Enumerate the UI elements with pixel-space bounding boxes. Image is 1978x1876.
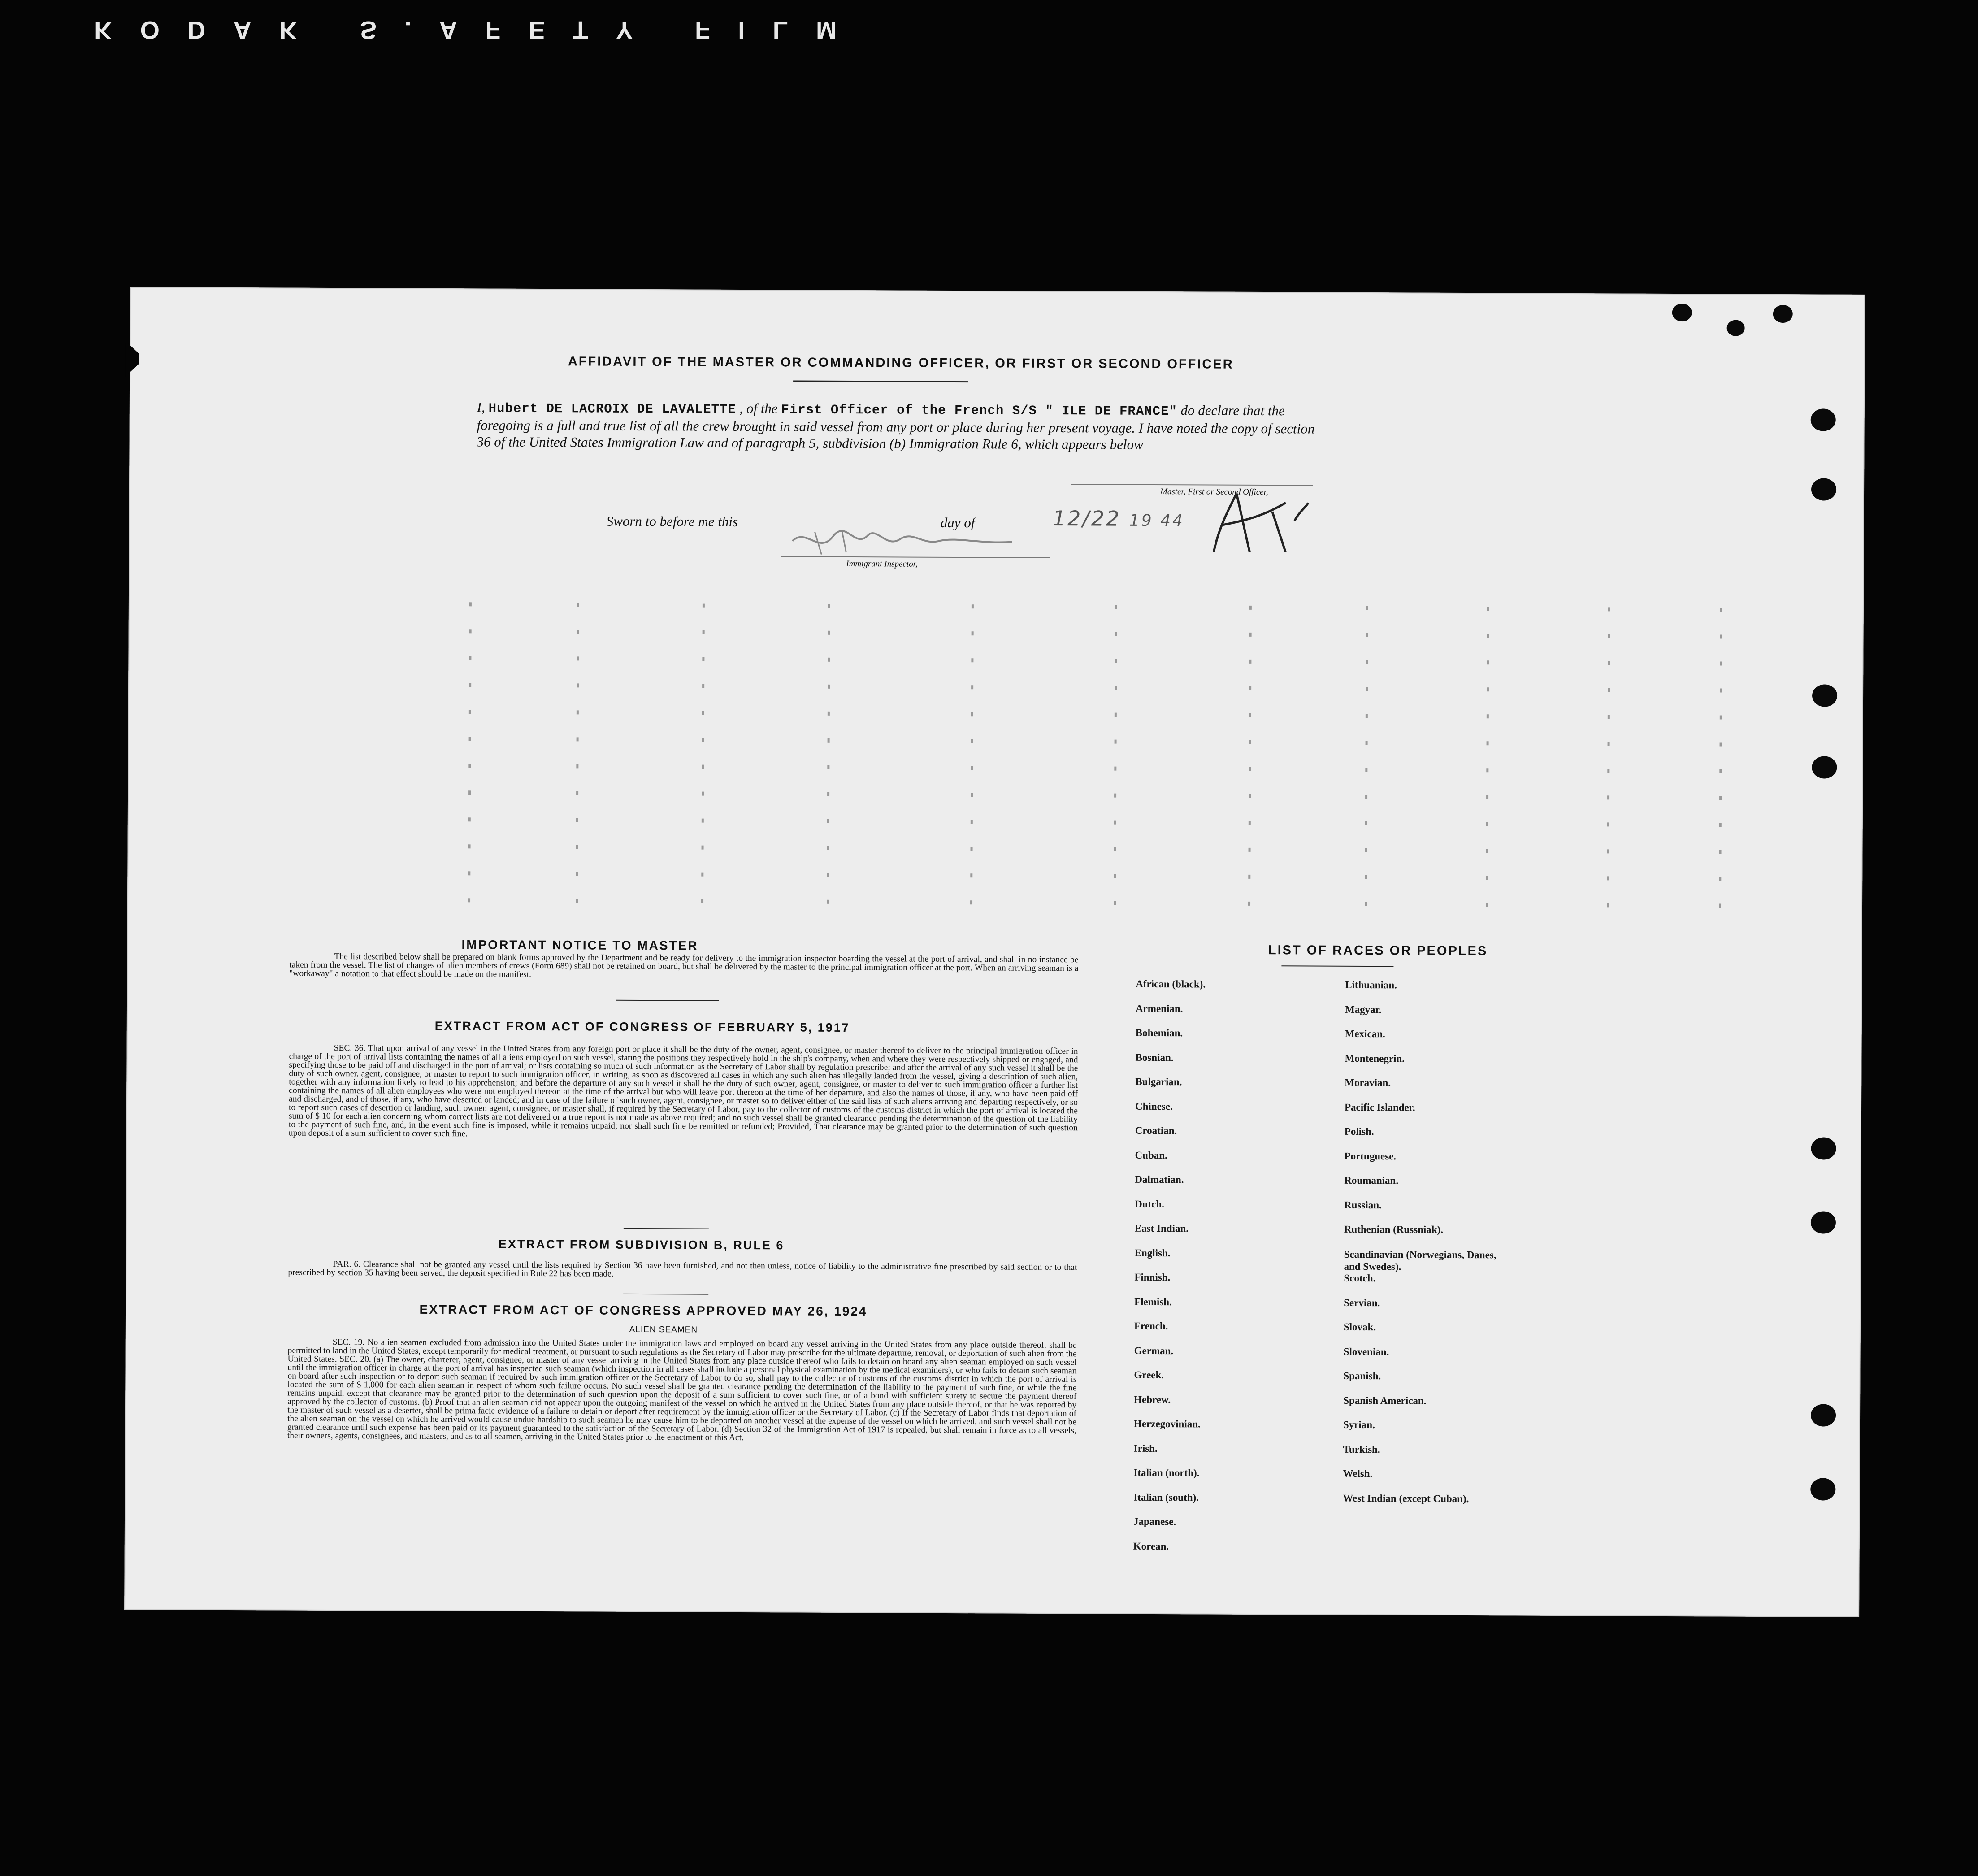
ditto-mark — [1607, 903, 1609, 907]
ditto-mark — [827, 792, 829, 796]
ditto-mark-grid — [130, 287, 1865, 295]
affidavit-title: AFFIDAVIT OF THE MASTER OR COMMANDING OFFICER, OR FIRST OR SECOND OFFICER — [568, 354, 1234, 372]
ditto-mark — [702, 657, 704, 661]
ditto-mark — [468, 817, 471, 821]
ditto-mark — [1719, 796, 1722, 800]
race-item: Montenegrin. — [1345, 1052, 1405, 1064]
race-item: East Indian. — [1134, 1222, 1189, 1234]
ditto-mark — [468, 898, 470, 902]
race-item: German. — [1134, 1345, 1174, 1356]
year: 19 44 — [1129, 511, 1185, 530]
ditto-mark — [1114, 767, 1116, 771]
ditto-mark — [1487, 660, 1489, 664]
race-item: Magyar. — [1345, 1003, 1382, 1015]
ditto-mark — [1248, 875, 1250, 879]
ditto-mark — [1249, 848, 1251, 852]
ditto-mark — [1249, 660, 1251, 664]
ditto-mark — [971, 847, 973, 851]
ditto-mark — [1487, 687, 1489, 691]
ditto-mark — [1115, 659, 1117, 663]
races-column-2 — [1343, 979, 1551, 1518]
race-item: Ruthenian (Russniak). — [1344, 1223, 1444, 1235]
ditto-mark — [1249, 794, 1251, 798]
ditto-mark — [1486, 849, 1488, 853]
ditto-mark — [827, 900, 829, 904]
ditto-row — [469, 710, 1778, 720]
races-heading: LIST OF RACES OR PEOPLES — [1268, 943, 1488, 959]
ditto-mark — [469, 656, 471, 660]
ditto-mark — [1115, 632, 1117, 636]
officer-position: First Officer of the French S/S " ILE DE FRANCE" — [781, 402, 1177, 419]
race-item: Armenian. — [1135, 1003, 1183, 1014]
ditto-mark — [576, 791, 578, 795]
ditto-mark — [469, 710, 471, 714]
ditto-mark — [1608, 634, 1610, 638]
ditto-mark — [828, 631, 830, 635]
extract1-rule — [624, 1228, 709, 1229]
ditto-mark — [828, 712, 830, 716]
affidavit-declaration — [477, 399, 1328, 453]
race-item: Polish. — [1344, 1125, 1374, 1138]
ditto-mark — [1114, 874, 1116, 878]
ditto-row — [468, 790, 1778, 801]
ditto-mark — [469, 683, 471, 687]
ditto-mark — [1487, 607, 1489, 611]
race-item: Syrian. — [1343, 1419, 1375, 1431]
ditto-mark — [576, 899, 578, 903]
extract2-text: PAR. 6. Clearance shall not be granted any vessel until the lists required by Section 36 have been furnished, and not then unless, notice of liability to the administrative fine prescribed by said section or to that prescribed by section 35 having been served, the deposit specified in Rule 22 has been made. — [288, 1259, 1077, 1279]
race-item: Moravian. — [1345, 1077, 1391, 1089]
ditto-mark — [1719, 823, 1722, 827]
ditto-mark — [702, 765, 704, 769]
ditto-mark — [1719, 850, 1722, 854]
ditto-mark — [1607, 769, 1609, 773]
inspector-signature — [788, 523, 1039, 560]
ditto-mark — [703, 630, 705, 634]
race-item: Scotch. — [1344, 1272, 1376, 1284]
ditto-mark — [1365, 795, 1367, 799]
ditto-row — [469, 737, 1778, 747]
ditto-mark — [1720, 608, 1722, 612]
punch-hole — [1810, 1478, 1835, 1500]
punch-hole — [1672, 304, 1692, 321]
race-item: Slovenian. — [1343, 1346, 1389, 1357]
extract1-text: SEC. 36. That upon arrival of any vessel in the United States from any foreign port or place it shall be the duty of the owner, agent, consignee, or master thereof to deliver to the principal immigration officer in charge of the port of arrival lists containing the names of all aliens employed on such vessel, stating the positions they respectively hold in the ship's company, when and where they were respectively shipped or engaged, and specifying those to be paid off and discharged in the port of arrival; or lists containing so much of such information as the Secretary of Labor shall by regulation prescribe; and after the arrival of any such vessel it shall be the duty of such owner, agent, consignee, or master to report to such immigration officer, in writing, as soon as discovered all cases in which any such alien has illegally landed from the vessel, giving a description of such alien, together with any information likely to lead to his apprehension; and before the departure of any such vessel it shall be the duty of such owner, agent, consignee, or master to deliver to such immigration officer a further list containing the names of all alien employees who were not employed thereon at the time of the arrival but who will leave port thereon at the time of her departure, and also the names of those, if any, who have been paid off and discharged, and of those, if any, who have deserted or landed; and in case of the failure of such owner, agent, consignee, or master so to deliver either of the said lists of such aliens arriving and departing respectively, or so to report such cases of desertion or landing, such owner, agent, consignee, or master shall, if required by the Secretary of Labor, pay to the collector of customs of the customs district in which the port of arrival is located the sum of $ 10 for each alien concerning whom correct lists are not delivered or a true report is not made as above required; and no such vessel shall be granted clearance pending the determination of the question of the liability to the payment of such fine, and, in the event such fine is imposed, while it remains unpaid; nor shall such fine be remitted or refunded; Provided, That clearance may be granted prior to the determination of such question upon deposit of a sum sufficient to cover such fine. — [288, 1043, 1078, 1139]
ditto-mark — [1608, 607, 1610, 611]
ditto-mark — [972, 604, 974, 608]
race-item: Russian. — [1344, 1199, 1382, 1211]
ditto-mark — [577, 630, 579, 634]
film-edge-marking: KODAK S.AFETY FILM — [94, 16, 865, 44]
notice-heading: IMPORTANT NOTICE TO MASTER — [461, 938, 698, 953]
ditto-mark — [1115, 713, 1117, 717]
ditto-row — [468, 844, 1778, 855]
ditto-mark — [1719, 903, 1721, 908]
ditto-mark — [1249, 633, 1252, 637]
race-item: Scandinavian (Norwegians, Danes, and Swedes). — [1344, 1248, 1497, 1272]
ditto-mark — [1365, 848, 1367, 852]
ditto-mark — [1487, 634, 1489, 638]
ditto-mark — [577, 710, 579, 714]
ditto-mark — [1608, 661, 1610, 665]
ditto-mark — [577, 603, 579, 607]
race-item: Lithuanian. — [1345, 979, 1397, 991]
sworn-label: Sworn to before me this — [606, 513, 738, 530]
ditto-mark — [828, 604, 830, 608]
punch-hole — [1812, 684, 1837, 707]
race-item: Bosnian. — [1135, 1051, 1174, 1063]
i-label: I, — [477, 399, 485, 415]
ditto-mark — [972, 631, 974, 635]
ditto-mark — [828, 658, 830, 662]
sworn-date — [1053, 506, 1184, 531]
ditto-mark — [1114, 901, 1116, 905]
ditto-mark — [1486, 822, 1488, 826]
ditto-mark — [468, 844, 471, 848]
extract3-heading: EXTRACT FROM ACT OF CONGRESS APPROVED MAY 26, 1924 — [419, 1302, 868, 1319]
ditto-mark — [1366, 633, 1368, 637]
race-item: West Indian (except Cuban). — [1343, 1492, 1469, 1504]
punch-hole — [1773, 305, 1793, 323]
ditto-row — [469, 629, 1778, 639]
race-item: Spanish. — [1343, 1370, 1381, 1382]
ditto-mark — [1114, 847, 1116, 851]
ditto-mark — [1720, 634, 1722, 638]
ditto-mark — [1115, 686, 1117, 690]
do-declare-label: do declare — [1180, 402, 1240, 418]
race-item: Hebrew. — [1134, 1394, 1171, 1405]
ditto-mark — [702, 711, 704, 715]
race-item: French. — [1134, 1320, 1168, 1332]
ditto-mark — [1487, 714, 1489, 718]
ditto-mark — [577, 737, 579, 741]
ditto-mark — [1608, 742, 1610, 746]
ditto-mark — [971, 766, 973, 770]
extract3-subheading: ALIEN SEAMEN — [629, 1324, 698, 1335]
declaration-text: that the foregoing is a full and true list of all the crew brought in said vessel from any port or place during her present voyage. I have noted the copy of section 36 of the United States Immigration Law and of paragraph 5, subdivision (b) Immigration Rule 6, which appears below — [477, 402, 1315, 452]
ditto-mark — [577, 656, 579, 660]
ditto-mark — [701, 873, 703, 877]
ditto-mark — [971, 739, 973, 743]
ditto-mark — [702, 792, 704, 796]
ditto-mark — [1608, 688, 1610, 692]
ditto-mark — [1486, 903, 1488, 907]
race-item: Slovak. — [1343, 1321, 1376, 1333]
ditto-mark — [970, 873, 972, 877]
of-label: , of the — [739, 400, 778, 417]
race-item: Herzegovinian. — [1133, 1418, 1201, 1430]
sheet-notch — [125, 341, 139, 377]
race-item: Cuban. — [1135, 1149, 1167, 1161]
ditto-mark — [1248, 902, 1250, 906]
ditto-mark — [1486, 768, 1488, 772]
date-handwritten: 12/22 — [1052, 506, 1121, 531]
ditto-mark — [1720, 715, 1722, 719]
extract2-heading: EXTRACT FROM SUBDIVISION B, RULE 6 — [498, 1237, 785, 1252]
ditto-mark — [828, 738, 830, 743]
inspector-label: Immigrant Inspector, — [846, 559, 918, 569]
race-item: Greek. — [1134, 1369, 1164, 1381]
ditto-row — [468, 871, 1777, 882]
race-item: Mexican. — [1345, 1028, 1385, 1040]
ditto-mark — [702, 846, 704, 850]
race-item: Welsh. — [1343, 1468, 1373, 1480]
ditto-mark — [702, 684, 704, 688]
ditto-mark — [703, 604, 705, 608]
extract2-rule — [623, 1294, 708, 1295]
punch-hole — [1811, 408, 1836, 431]
race-item: Turkish. — [1343, 1443, 1380, 1455]
ditto-mark — [576, 845, 578, 849]
race-item: Roumanian. — [1344, 1174, 1399, 1186]
race-item: English. — [1134, 1247, 1171, 1259]
race-item: Pacific Islander. — [1344, 1101, 1415, 1113]
ditto-mark — [576, 818, 578, 822]
ditto-mark — [1249, 686, 1251, 690]
ditto-mark — [827, 873, 829, 877]
race-item: African (black). — [1136, 978, 1206, 990]
punch-hole — [1811, 478, 1836, 500]
ditto-mark — [1249, 713, 1251, 717]
officer-label: Master, First or Second Officer, — [1160, 487, 1268, 497]
ditto-mark — [1366, 606, 1368, 610]
ditto-mark — [1720, 688, 1722, 692]
ditto-mark — [577, 683, 579, 687]
ditto-mark — [1366, 714, 1368, 718]
race-item: Italian (north). — [1133, 1467, 1200, 1479]
ditto-mark — [1114, 821, 1116, 825]
race-item: Japanese. — [1133, 1516, 1176, 1528]
race-item: Flemish. — [1134, 1296, 1172, 1307]
extract1-heading: EXTRACT FROM ACT OF CONGRESS OF FEBRUARY 5, 1917 — [434, 1019, 850, 1035]
ditto-mark — [971, 658, 973, 662]
ditto-mark — [1607, 849, 1609, 853]
race-item: Dutch. — [1135, 1198, 1164, 1210]
ditto-mark — [1365, 875, 1367, 879]
ditto-mark — [1249, 740, 1251, 744]
ditto-mark — [1115, 605, 1117, 609]
punch-hole — [1811, 1137, 1836, 1159]
title-rule — [793, 380, 968, 382]
ditto-mark — [1486, 795, 1488, 799]
race-item: Chinese. — [1135, 1100, 1173, 1112]
notice-rule — [616, 1000, 719, 1001]
ditto-row — [469, 656, 1778, 666]
ditto-mark — [1365, 821, 1367, 825]
punch-hole — [1811, 1404, 1836, 1426]
ditto-mark — [702, 819, 704, 823]
notice-text: The list described below shall be prepared on blank forms approved by the Department and be ready for delivery to the immigration inspector boarding the vessel at the port of arrival, and shall in no instance be taken from the vessel. The list of changes of alien members of crews (Form 689) shall not be retained on board, but shall be delivered by the master to the principal immigration officer at the port. When an arriving seaman is a "workaway" a notation to that effect should be made on the manifest. — [289, 952, 1079, 979]
ditto-mark — [1365, 902, 1367, 906]
ditto-mark — [827, 846, 829, 850]
officer-signature — [1196, 484, 1313, 561]
ditto-mark — [1115, 740, 1117, 744]
ditto-mark — [469, 629, 472, 633]
ditto-mark — [1249, 767, 1251, 771]
ditto-mark — [971, 685, 973, 689]
races-column-1 — [1133, 978, 1324, 1566]
race-item: Dalmatian. — [1135, 1173, 1184, 1186]
ditto-mark — [468, 764, 471, 768]
ditto-mark — [702, 738, 704, 742]
race-item: Portuguese. — [1344, 1150, 1397, 1162]
ditto-mark — [971, 793, 973, 797]
ditto-mark — [1486, 876, 1488, 880]
race-item: Finnish. — [1134, 1271, 1171, 1283]
race-item: Korean. — [1133, 1540, 1169, 1552]
ditto-mark — [576, 872, 578, 876]
punch-hole — [1812, 756, 1837, 778]
ditto-mark — [1249, 821, 1251, 825]
ditto-mark — [1487, 741, 1489, 745]
ditto-mark — [701, 899, 703, 903]
ditto-mark — [469, 602, 472, 606]
ditto-mark — [1366, 687, 1368, 691]
races-rule — [1281, 965, 1393, 967]
ditto-mark — [468, 871, 470, 875]
ditto-mark — [468, 790, 471, 795]
ditto-mark — [1366, 660, 1368, 664]
ditto-mark — [1365, 768, 1367, 772]
ditto-row — [468, 817, 1778, 828]
ditto-mark — [827, 765, 829, 769]
ditto-mark — [827, 819, 829, 823]
ditto-mark — [1607, 822, 1609, 826]
race-item: Croatian. — [1135, 1125, 1177, 1137]
ditto-mark — [1608, 715, 1610, 719]
ditto-mark — [1249, 606, 1252, 610]
bleed-through-heading — [408, 315, 1731, 339]
ditto-row — [469, 683, 1778, 693]
ditto-mark — [469, 737, 471, 741]
race-item: Spanish American. — [1343, 1394, 1427, 1407]
manifest-sheet — [124, 287, 1865, 1617]
ditto-mark — [1114, 794, 1116, 798]
day-of-label: day of — [940, 514, 975, 531]
race-item: Italian (south). — [1133, 1491, 1199, 1503]
officer-name: Hubert DE LACROIX DE LAVALETTE — [488, 401, 736, 417]
ditto-mark — [1720, 661, 1722, 665]
ditto-mark — [1366, 741, 1368, 745]
race-item: Servian. — [1344, 1297, 1380, 1308]
ditto-mark — [1720, 742, 1722, 746]
race-item: Irish. — [1133, 1442, 1158, 1454]
ditto-mark — [1719, 769, 1722, 773]
ditto-mark — [828, 685, 830, 689]
ditto-mark — [576, 764, 578, 768]
ditto-mark — [971, 712, 973, 716]
ditto-mark — [1607, 876, 1609, 880]
extract3-text: SEC. 19. No alien seamen excluded from admission into the United States under the immigration laws and employed on board any vessel arriving in the United States from any place outside thereof, shall be permitted to land in the United States, except temporarily for medical treatment, or pursuant to such regulations as the Secretary of Labor may prescribe for the ultimate departure, removal, or deportation of such alien from the United States. SEC. 20. (a) The owner, charterer, agent, consignee, or master of any vessel arriving in the United States from any place outside thereof who fails to detain on board any alien seaman employed on such vessel until the immigration officer in charge at the port of arrival has inspected such seaman (which inspection in all cases shall include a personal physical examination by the medical examiners), or who fails to detain such seaman on board after such inspection or to deport such seaman if required by such immigration officer or the Secretary of Labor to do so, shall pay to the collector of customs of the customs district in which the port of arrival is located the sum of $ 1,000 for each alien seaman in respect of whom such failure occurs. No such vessel shall be granted clearance pending the determination of the liability to the payment of such fine, or while the fine remains unpaid, except that clearance may be granted prior to the determination of such question upon the deposit of a sum sufficient to cover such fine, or of a bond with sufficient surety to secure the payment thereof approved by the collector of customs. (b) Proof that an alien seaman did not appear upon the outgoing manifest of the vessel on which he arrived in the United States from any place outside thereof, or that he was reported by the master of such vessel as a deserter, shall be prima facie evidence of a failure to detain or deport after requirement by the immigration officer or the Secretary of Labor. (c) If the Secretary of Labor finds that deportation of the alien seaman on the vessel on which he arrived would cause undue hardship to such seamen he may cause him to be deported on another vessel at the expense of the vessel on which he arrived, and such vessel shall not be granted clearance until such expense has been paid or its payment guaranteed to the satisfaction of the Secretary of Labor. (d) Section 32 of the Immigration Act of 1917 is repealed, but shall remain in force as to all vessels, their owners, agents, consignees, and masters, and as to all seamen, arriving in the United States prior to the enactment of this Act. — [287, 1337, 1077, 1442]
ditto-mark — [1607, 795, 1609, 799]
ditto-mark — [971, 820, 973, 824]
ditto-mark — [970, 900, 972, 904]
race-item: Bulgarian. — [1135, 1076, 1182, 1088]
ditto-row — [469, 602, 1778, 612]
ditto-mark — [1719, 877, 1721, 881]
punch-hole — [1811, 1211, 1836, 1233]
race-item: Bohemian. — [1135, 1027, 1183, 1039]
ditto-row — [468, 898, 1777, 908]
ditto-row — [468, 764, 1778, 774]
